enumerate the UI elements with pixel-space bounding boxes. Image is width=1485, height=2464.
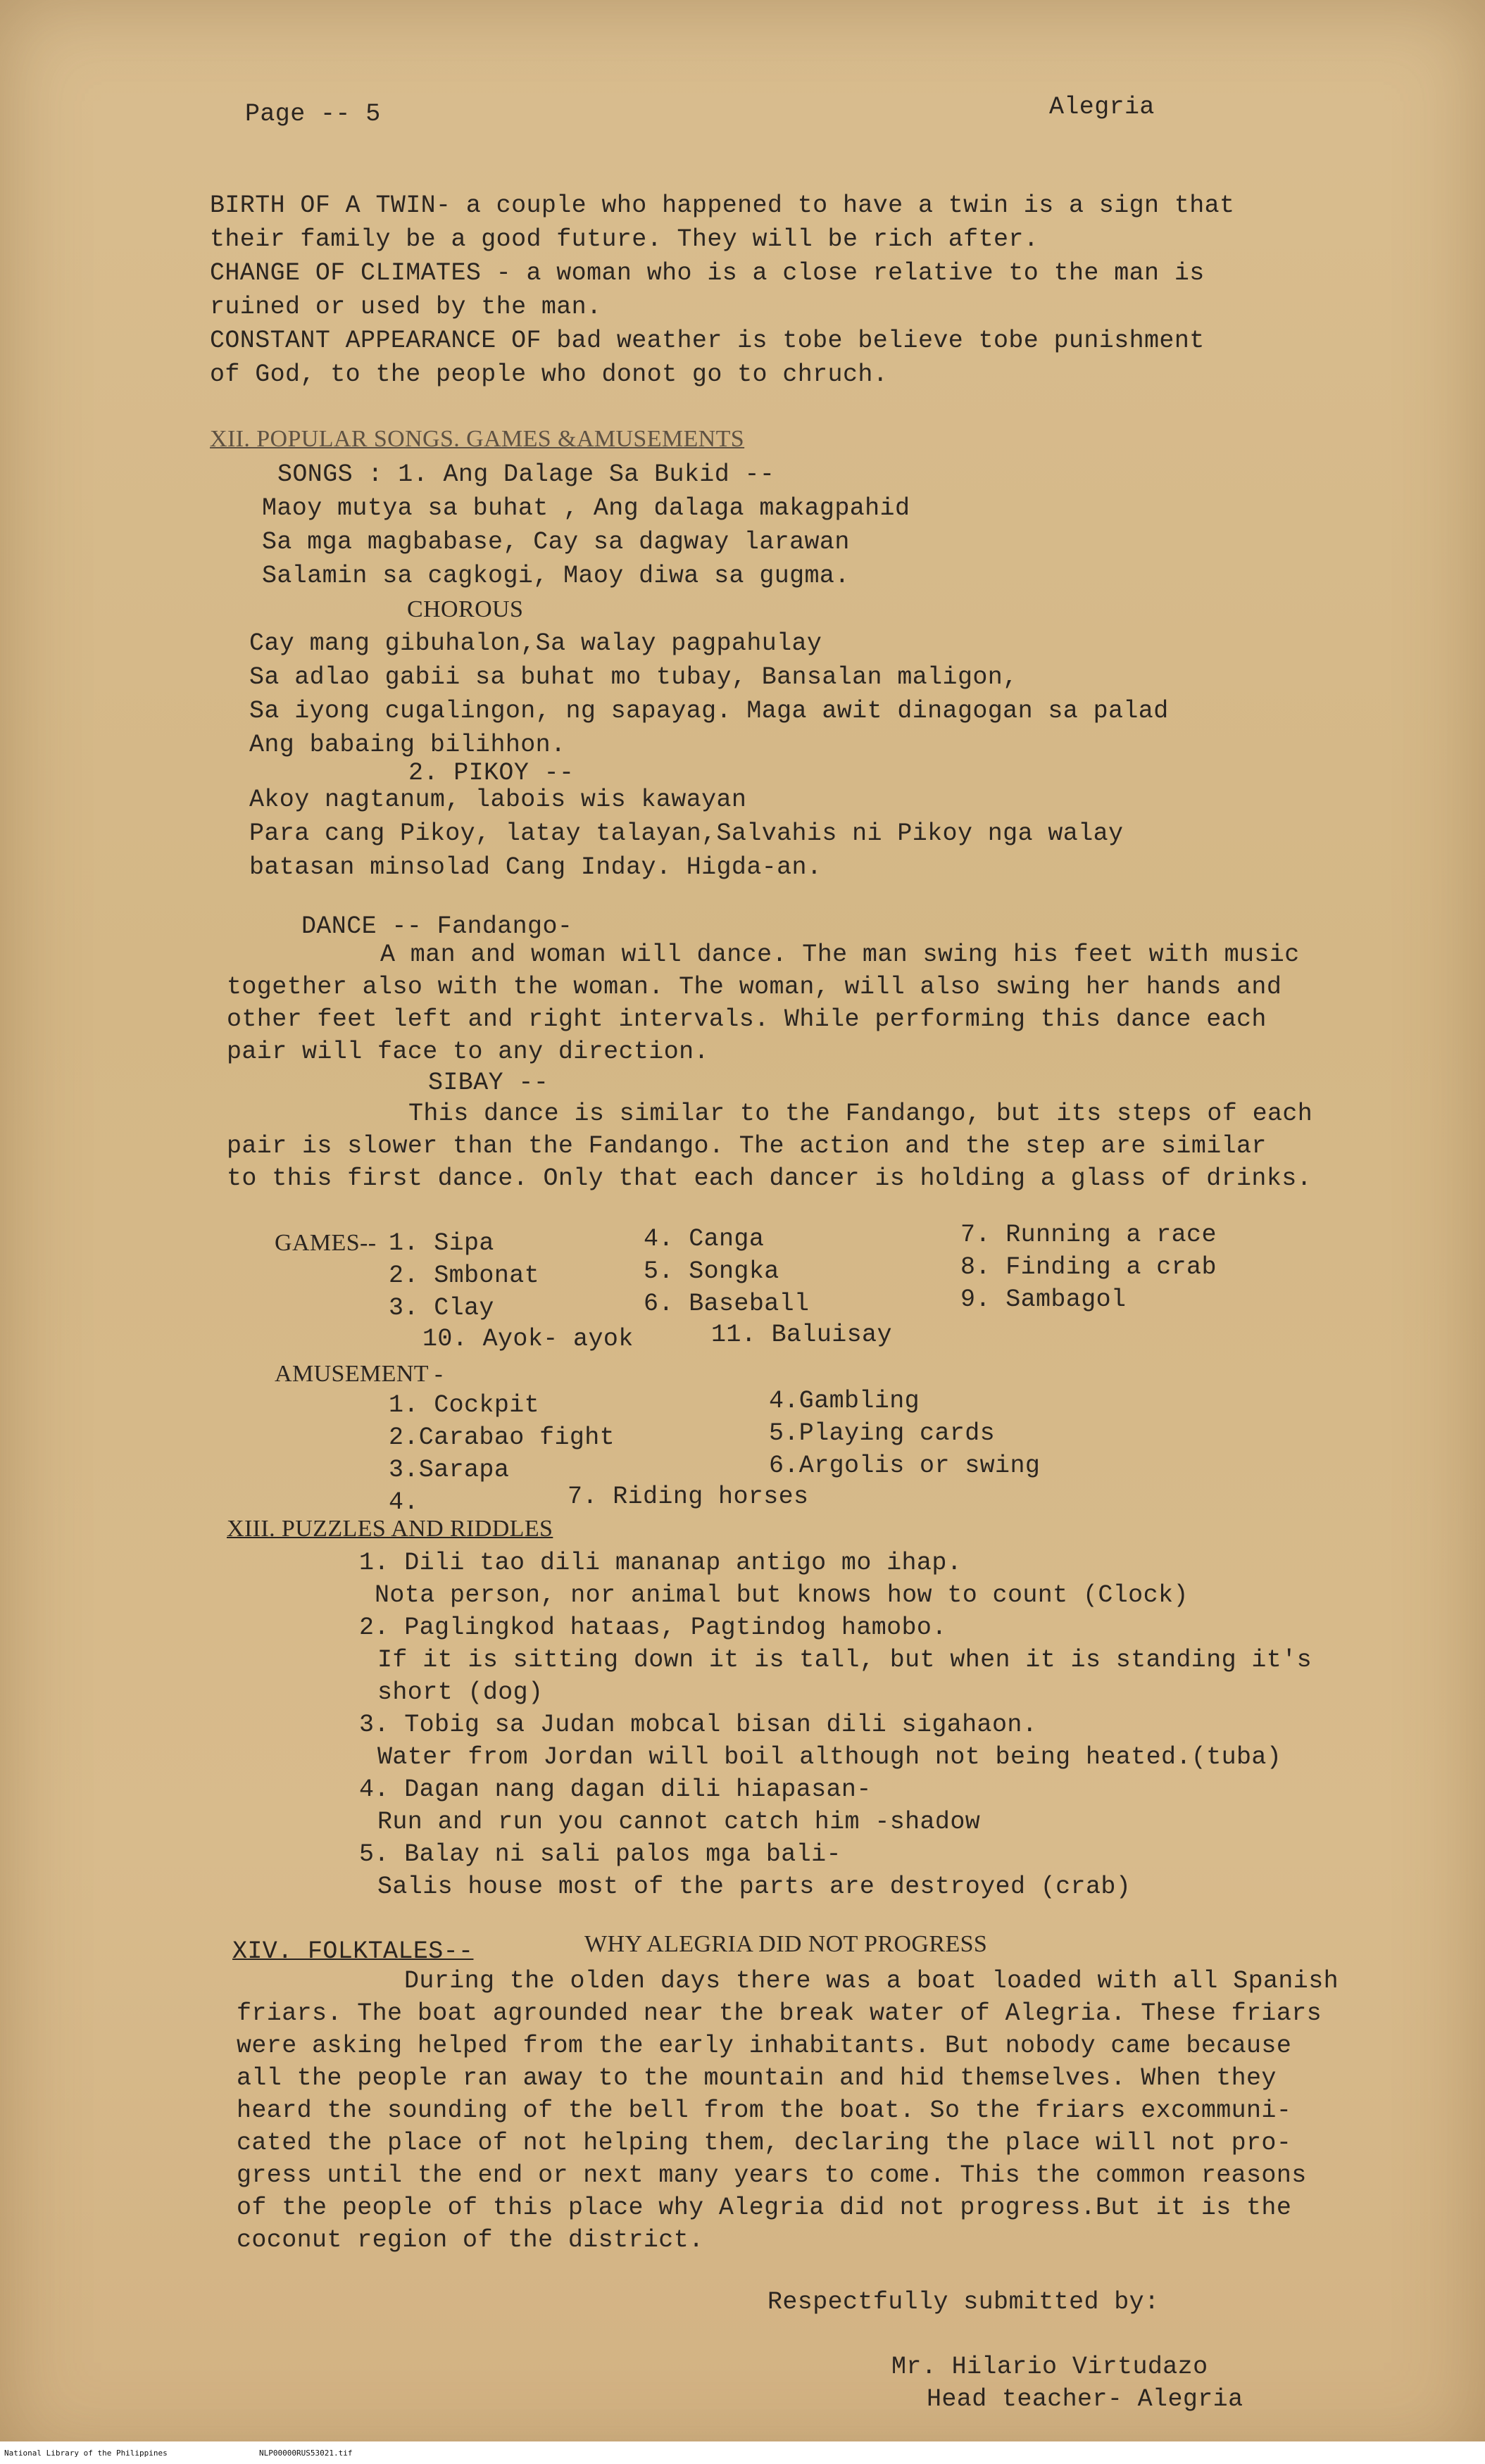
amusement-item: 4.Gambling: [769, 1387, 920, 1415]
game-item: 2. Smbonat: [389, 1262, 540, 1290]
section-heading-xiv: XIV. FOLKTALES--: [232, 1937, 474, 1966]
intro-line: ruined or used by the man.: [210, 293, 602, 321]
chorus-line: Sa adlao gabii sa buhat mo tubay, Bansalan maligon,: [249, 663, 1018, 691]
amusement-item: 5.Playing cards: [769, 1419, 996, 1447]
dance-line: other feet left and right intervals. While performing this dance each: [227, 1005, 1267, 1033]
game-item: 4. Canga: [644, 1225, 765, 1253]
page-number: Page -- 5: [245, 100, 381, 128]
dance-line: together also with the woman. The woman, will also swing her hands and: [227, 973, 1282, 1001]
intro-line: their family be a good future. They will be rich after.: [210, 225, 1039, 253]
riddle-line: 5. Balay ni sali palos mga bali-: [359, 1840, 841, 1868]
amusement-item: 6.Argolis or swing: [769, 1452, 1041, 1480]
intro-line: BIRTH OF A TWIN- a couple who happened to have a twin is a sign that: [210, 191, 1235, 220]
game-item: 9. Sambagol: [960, 1286, 1127, 1314]
footer-library: National Library of the Philippines: [4, 2449, 168, 2458]
riddle-line: Nota person, nor animal but knows how to count (Clock): [375, 1581, 1189, 1609]
riddle-line: Salis house most of the parts are destroyed (crab): [377, 1873, 1132, 1901]
song2-line: Akoy nagtanum, labois wis kawayan: [249, 786, 747, 814]
sibay-line: to this first dance. Only that each dancer is holding a glass of drinks.: [227, 1164, 1312, 1193]
submitter-position: Head teacher- Alegria: [927, 2385, 1243, 2413]
amusement-item: 4.: [389, 1488, 419, 1516]
folktale-line: all the people ran away to the mountain and hid themselves. When they: [237, 2064, 1277, 2092]
game-item: 8. Finding a crab: [960, 1253, 1217, 1281]
folktale-line: of the people of this place why Alegria did not progress.But it is the: [237, 2194, 1292, 2222]
riddle-line: Water from Jordan will boil although not being heated.(tuba): [377, 1743, 1282, 1771]
section-heading-xii: XII. POPULAR SONGS. GAMES &AMUSEMENTS: [210, 426, 745, 452]
header-town: Alegria: [1049, 93, 1155, 121]
dance-line: pair will face to any direction.: [227, 1038, 709, 1066]
footer-file: NLP00000RUS53021.tif: [259, 2449, 353, 2458]
folktale-line: cated the place of not helping them, declaring the place will not pro-: [237, 2129, 1292, 2157]
song-line: Maoy mutya sa buhat , Ang dalaga makagpahid: [262, 494, 910, 522]
riddle-line: If it is sitting down it is tall, but when it is standing it's: [377, 1646, 1312, 1674]
folktale-line: were asking helped from the early inhabitants. But nobody came because: [237, 2032, 1292, 2060]
folktale-line: heard the sounding of the bell from the boat. So the friars excommuni-: [237, 2097, 1292, 2125]
riddle-line: 4. Dagan nang dagan dili hiapasan-: [359, 1775, 872, 1804]
song2-line: batasan minsolad Cang Inday. Higda-an.: [249, 853, 822, 881]
folktale-line: During the olden days there was a boat loaded with all Spanish: [404, 1967, 1339, 1995]
song2-title: 2. PIKOY --: [408, 759, 575, 787]
intro-line: CONSTANT APPEARANCE OF bad weather is tobe believe tobe punishment: [210, 327, 1205, 355]
riddle-line: short (dog): [377, 1678, 544, 1706]
scan-footer: [0, 2441, 1485, 2464]
submitted-by: Respectfully submitted by:: [767, 2288, 1160, 2316]
riddle-line: Run and run you cannot catch him -shadow: [377, 1808, 981, 1836]
chorus-line: Cay mang gibuhalon,Sa walay pagpahulay: [249, 629, 822, 658]
riddle-line: 1. Dili tao dili mananap antigo mo ihap.: [359, 1549, 963, 1577]
riddle-line: 3. Tobig sa Judan mobcal bisan dili sigahaon.: [359, 1711, 1038, 1739]
amusement-item: 7. Riding horses: [568, 1483, 809, 1511]
amusement-item: 1. Cockpit: [389, 1391, 540, 1419]
game-item: 6. Baseball: [644, 1290, 810, 1318]
section-heading-xiii: XIII. PUZZLES AND RIDDLES: [227, 1516, 553, 1542]
amusement-item: 2.Carabao fight: [389, 1423, 615, 1452]
sibay-line: This dance is similar to the Fandango, but its steps of each: [408, 1100, 1313, 1128]
sibay-line: pair is slower than the Fandango. The action and the step are similar: [227, 1132, 1267, 1160]
sibay-label: SIBAY --: [428, 1069, 549, 1097]
song-line: Sa mga magbabase, Cay sa dagway larawan: [262, 528, 850, 556]
intro-line: CHANGE OF CLIMATES - a woman who is a close relative to the man is: [210, 259, 1205, 287]
amusement-item: 3.Sarapa: [389, 1456, 510, 1484]
submitter-name: Mr. Hilario Virtudazo: [891, 2353, 1208, 2381]
intro-line: of God, to the people who donot go to chruch.: [210, 360, 889, 389]
folktale-line: friars. The boat agrounded near the break water of Alegria. These friars: [237, 1999, 1322, 2028]
song-line: Salamin sa cagkogi, Maoy diwa sa gugma.: [262, 562, 850, 590]
dance-label: DANCE -- Fandango-: [301, 912, 573, 941]
chorus-label: CHOROUS: [407, 596, 524, 622]
folktale-line: coconut region of the district.: [237, 2226, 704, 2254]
chorus-line: Ang babaing bilihhon.: [249, 731, 566, 759]
game-item: 7. Running a race: [960, 1221, 1217, 1249]
game-item: 10. Ayok- ayok: [422, 1325, 634, 1353]
amusement-label: AMUSEMENT -: [275, 1361, 443, 1387]
chorus-line: Sa iyong cugalingon, ng sapayag. Maga awit dinagogan sa palad: [249, 697, 1169, 725]
game-item: 1. Sipa: [389, 1229, 494, 1257]
game-item: 3. Clay: [389, 1294, 494, 1322]
folktale-line: gress until the end or next many years to come. This the common reasons: [237, 2161, 1307, 2189]
folktale-title: WHY ALEGRIA DID NOT PROGRESS: [584, 1931, 988, 1957]
game-item: 5. Songka: [644, 1257, 779, 1286]
riddle-line: 2. Paglingkod hataas, Pagtindog hamobo.: [359, 1614, 947, 1642]
song2-line: Para cang Pikoy, latay talayan,Salvahis ni Pikoy nga walay: [249, 819, 1124, 848]
songs-line: SONGS : 1. Ang Dalage Sa Bukid --: [277, 460, 775, 489]
games-label: GAMES--: [275, 1230, 377, 1256]
dance-line: A man and woman will dance. The man swing his feet with music: [380, 941, 1300, 969]
game-item: 11. Baluisay: [711, 1321, 892, 1349]
